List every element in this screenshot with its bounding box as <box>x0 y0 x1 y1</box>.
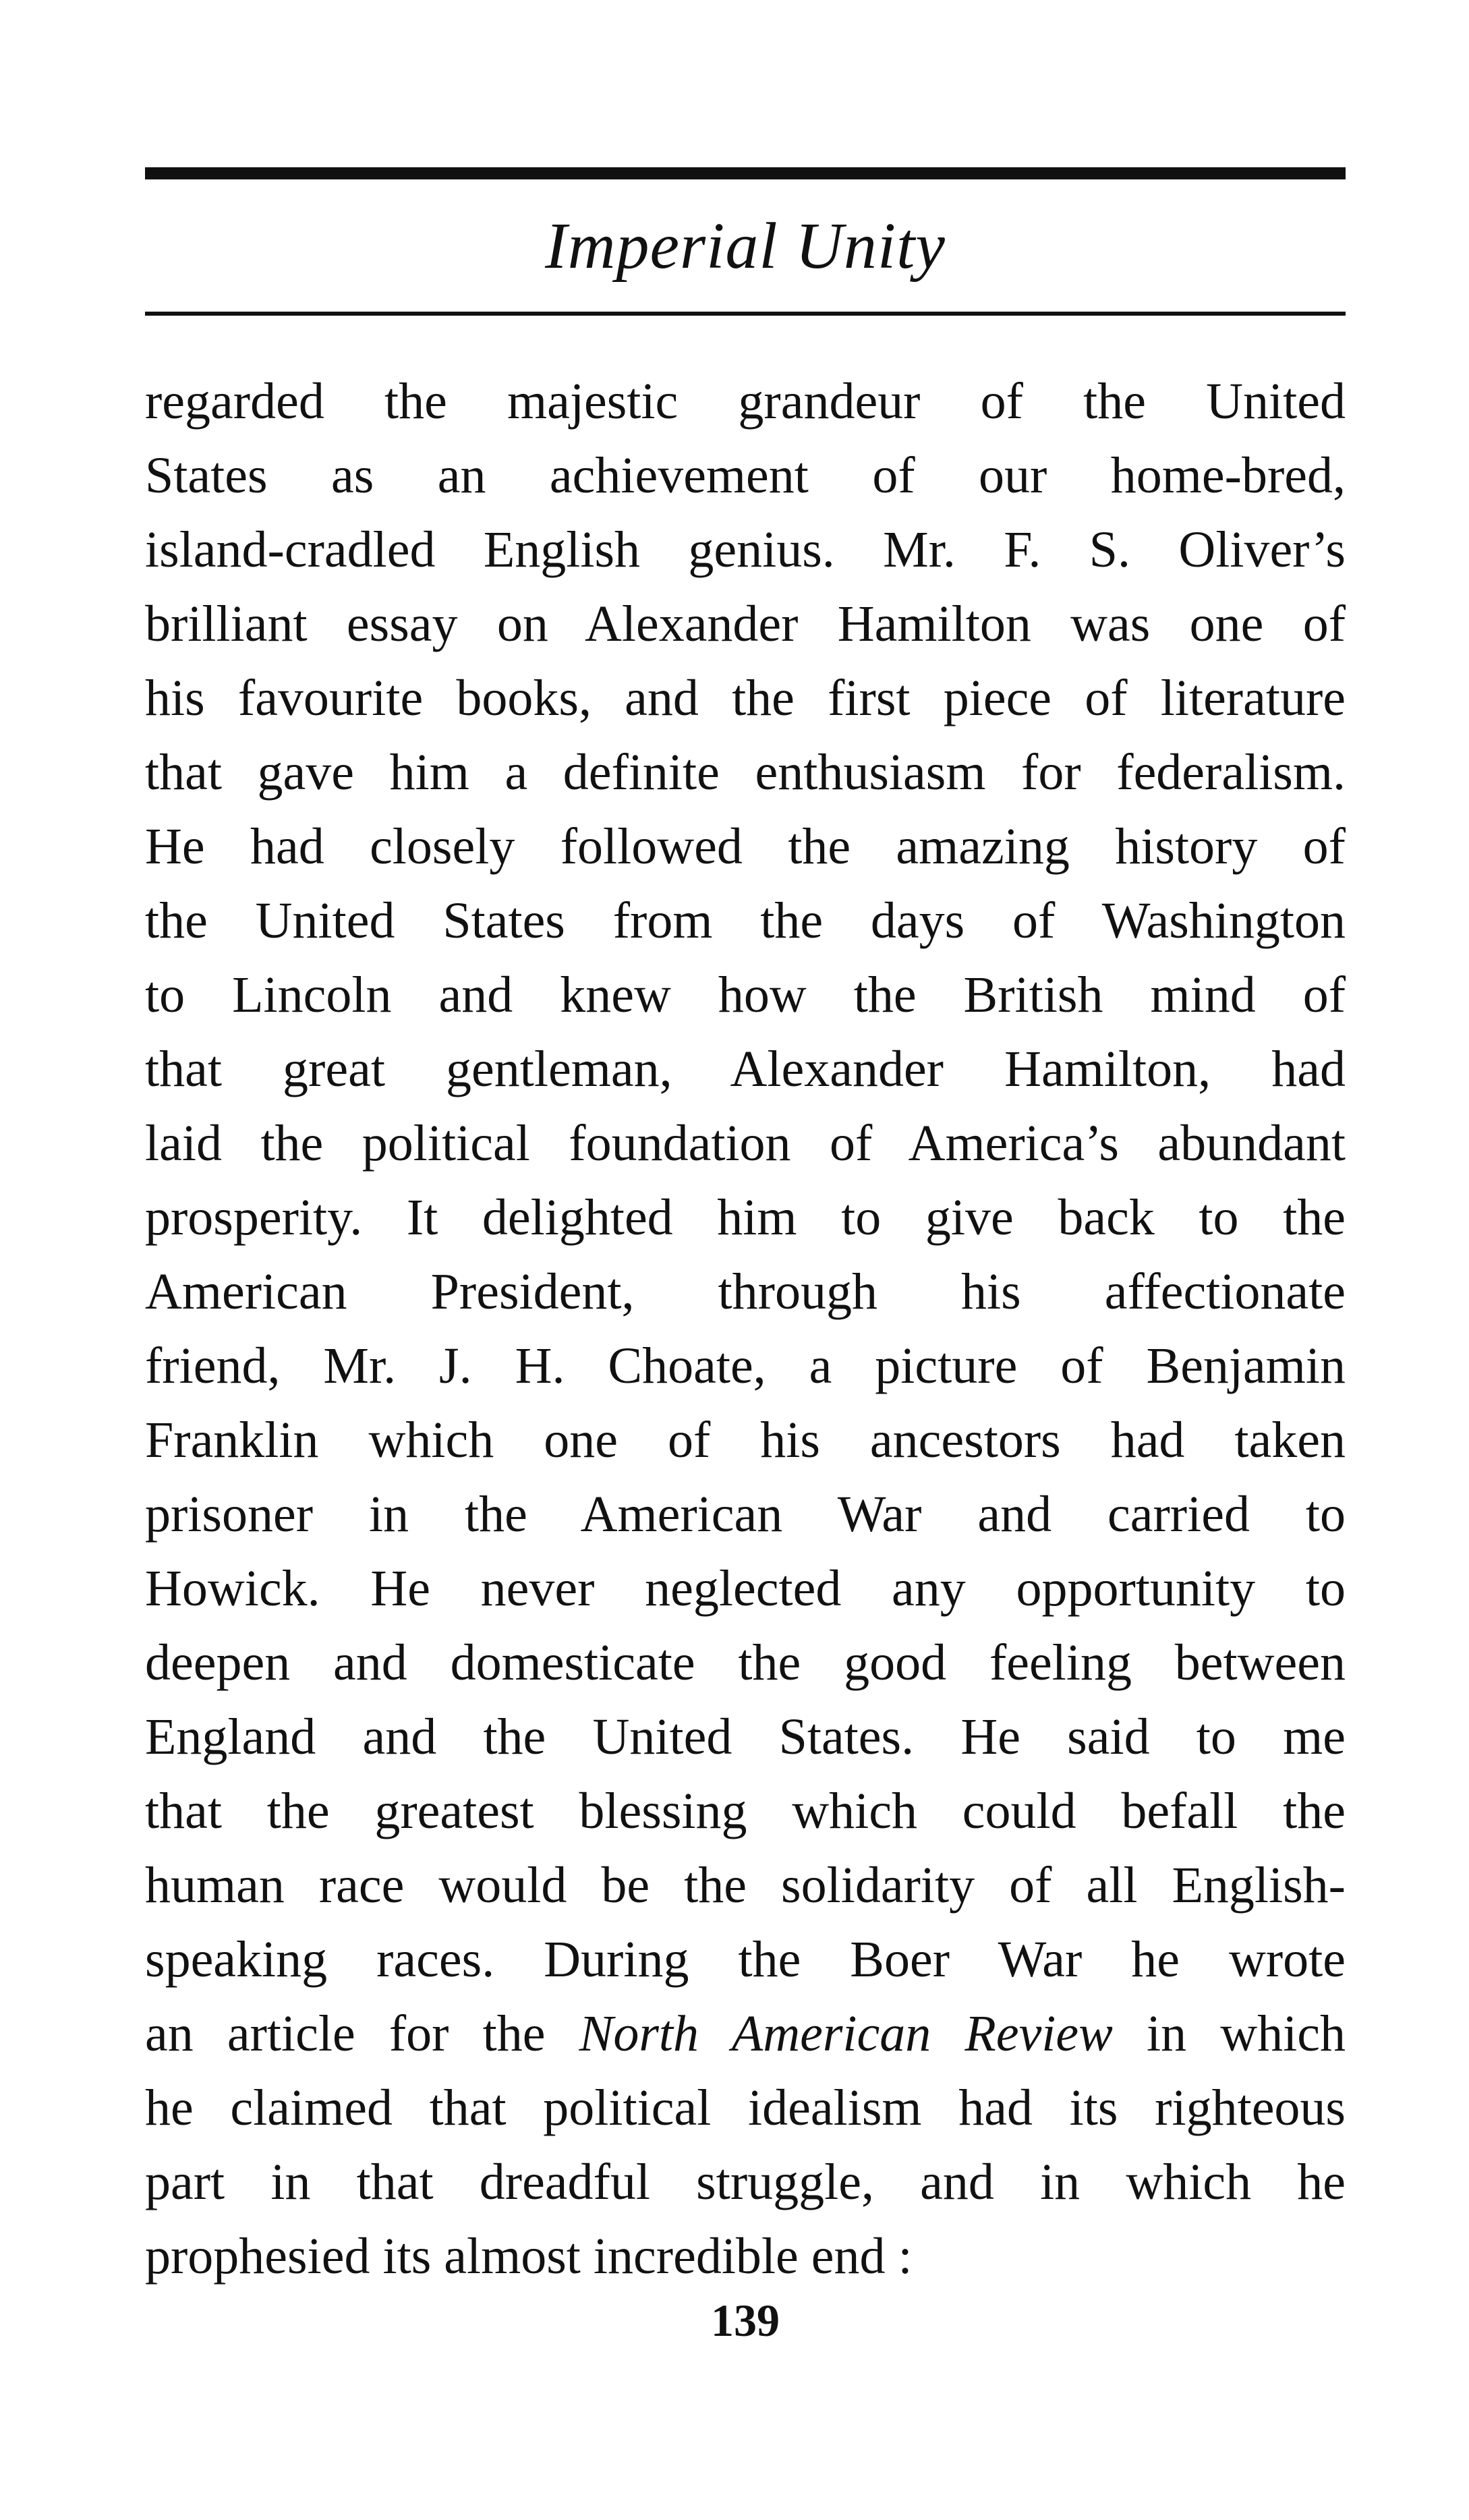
text-line: island-cradled English genius. Mr. F. S. Oliver’s <box>145 521 1346 578</box>
text-line: that the greatest blessing which could befall the <box>145 1783 1346 1839</box>
text-line: American President, through his affectionate <box>145 1263 1346 1320</box>
text-line: brilliant essay on Alexander Hamilton was one of <box>145 596 1346 652</box>
text-run: an article for the <box>145 2005 579 2062</box>
text-line: speaking races. During the Boer War he wrote <box>145 1931 1346 1988</box>
text-line: that great gentleman, Alexander Hamilton, had <box>145 1041 1346 1097</box>
text-line: the United States from the days of Washington <box>145 892 1346 949</box>
text-line: to Lincoln and knew how the British mind of <box>145 967 1346 1023</box>
text-line: regarded the majestic grandeur of the United <box>145 373 1346 430</box>
text-line: prisoner in the American War and carried to <box>145 1486 1346 1543</box>
text-line: prosperity. It delighted him to give back to the <box>145 1189 1346 1246</box>
running-head: Imperial Unity <box>545 210 946 283</box>
text-run: in which <box>1112 2005 1346 2062</box>
body-text <box>145 364 1346 2293</box>
text-line: that gave him a definite enthusiasm for federalism. <box>145 744 1346 801</box>
header-rule-thin <box>145 312 1346 316</box>
text-line: laid the political foundation of America’s abundant <box>145 1115 1346 1172</box>
text-line: part in that dreadful struggle, and in which he <box>145 2154 1346 2210</box>
text-line: friend, Mr. J. H. Choate, a picture of Benjamin <box>145 1338 1346 1394</box>
text-line: prophesied its almost incredible end : <box>145 2228 913 2285</box>
text-line: deepen and domesticate the good feeling between <box>145 1634 1346 1691</box>
text-line: Howick. He never neglected any opportunity to <box>145 1560 1346 1617</box>
text-line: England and the United States. He said to me <box>145 1709 1346 1765</box>
text-line: States as an achievement of our home-bred, <box>145 447 1346 504</box>
text-line: his favourite books, and the first piece of literature <box>145 670 1346 726</box>
page-number: 139 <box>711 2295 780 2346</box>
text-line: Franklin which one of his ancestors had taken <box>145 1412 1346 1468</box>
text-line <box>145 1997 1346 2071</box>
header-rule-thick <box>145 167 1346 179</box>
periodical-title: North American Review <box>579 2005 1113 2062</box>
text-line: he claimed that political idealism had its righteous <box>145 2080 1346 2136</box>
text-line: He had closely followed the amazing history of <box>145 818 1346 875</box>
text-line: human race would be the solidarity of all English- <box>145 1857 1346 1914</box>
